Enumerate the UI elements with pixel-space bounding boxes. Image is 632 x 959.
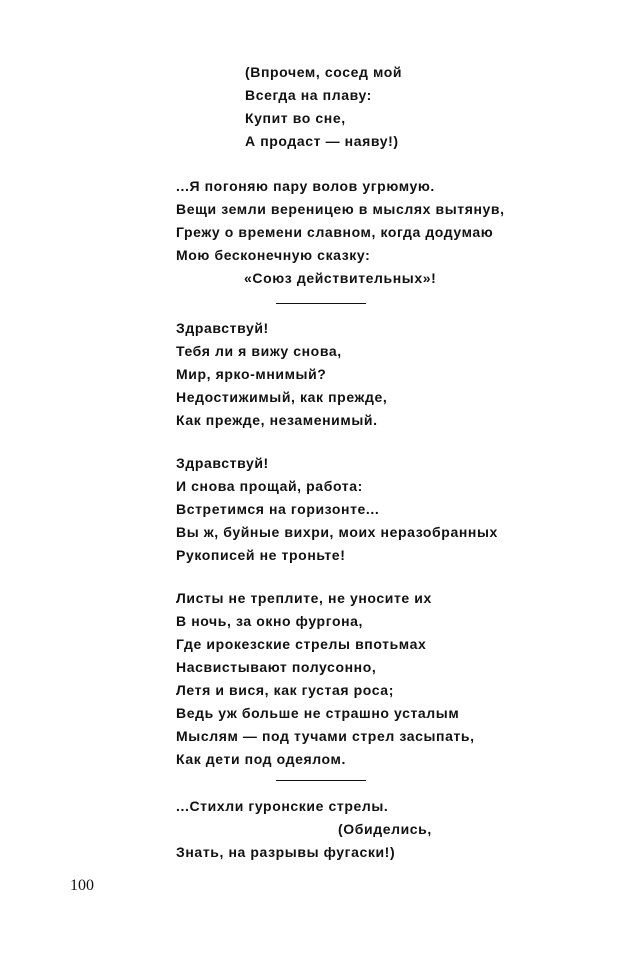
poem-line: ...Стихли гуронские стрелы. <box>176 798 389 814</box>
poem-line: Тебя ли я вижу снова, <box>176 343 342 359</box>
poem-line: «Союз действительных»! <box>244 270 437 286</box>
poem-line: Грежу о времени славном, когда додумаю <box>176 224 494 240</box>
poem-line: В ночь, за окно фургона, <box>176 613 364 629</box>
poem-line: Недостижимый, как прежде, <box>176 389 388 405</box>
poem-line: Вы ж, буйные вихри, моих неразобранных <box>176 524 498 540</box>
poem-line: А продаст — наяву!) <box>245 133 399 149</box>
poem-line: Летя и вися, как густая роса; <box>176 682 394 698</box>
poem-line: (Обиделись, <box>338 821 432 837</box>
poem-line: Мою бесконечную сказку: <box>176 247 371 263</box>
poem-line: Листы не треплите, не уносите их <box>176 590 432 606</box>
poem-line: ...Я погоняю пару волов угрюмую. <box>176 178 435 194</box>
poem-line: Здравствуй! <box>176 455 269 471</box>
poem-line: Мыслям — под тучами стрел засыпать, <box>176 728 475 744</box>
poem-line: Купит во сне, <box>245 110 346 126</box>
poem-line: Как дети под одеялом. <box>176 751 346 767</box>
poem-line: Как прежде, незаменимый. <box>176 412 378 428</box>
poem-line: Здравствуй! <box>176 320 269 336</box>
poem-line: (Впрочем, сосед мой <box>245 64 403 80</box>
poem-line: Где ирокезские стрелы впотьмах <box>176 636 427 652</box>
poem-line: Ведь уж больше не страшно усталым <box>176 705 460 721</box>
section-divider <box>276 303 366 304</box>
poem-line: Вещи земли вереницею в мыслях вытянув, <box>176 201 505 217</box>
poem-line: Мир, ярко-мнимый? <box>176 366 327 382</box>
section-divider <box>276 780 366 781</box>
poem-line: Знать, на разрывы фугаски!) <box>176 844 396 860</box>
poem-line: Всегда на плаву: <box>245 87 372 103</box>
poem-line: И снова прощай, работа: <box>176 478 363 494</box>
poem-line: Рукописей не троньте! <box>176 547 346 563</box>
page-number: 100 <box>70 877 94 894</box>
poem-line: Насвистывают полусонно, <box>176 659 377 675</box>
poem-line: Встретимся на горизонте... <box>176 501 380 517</box>
